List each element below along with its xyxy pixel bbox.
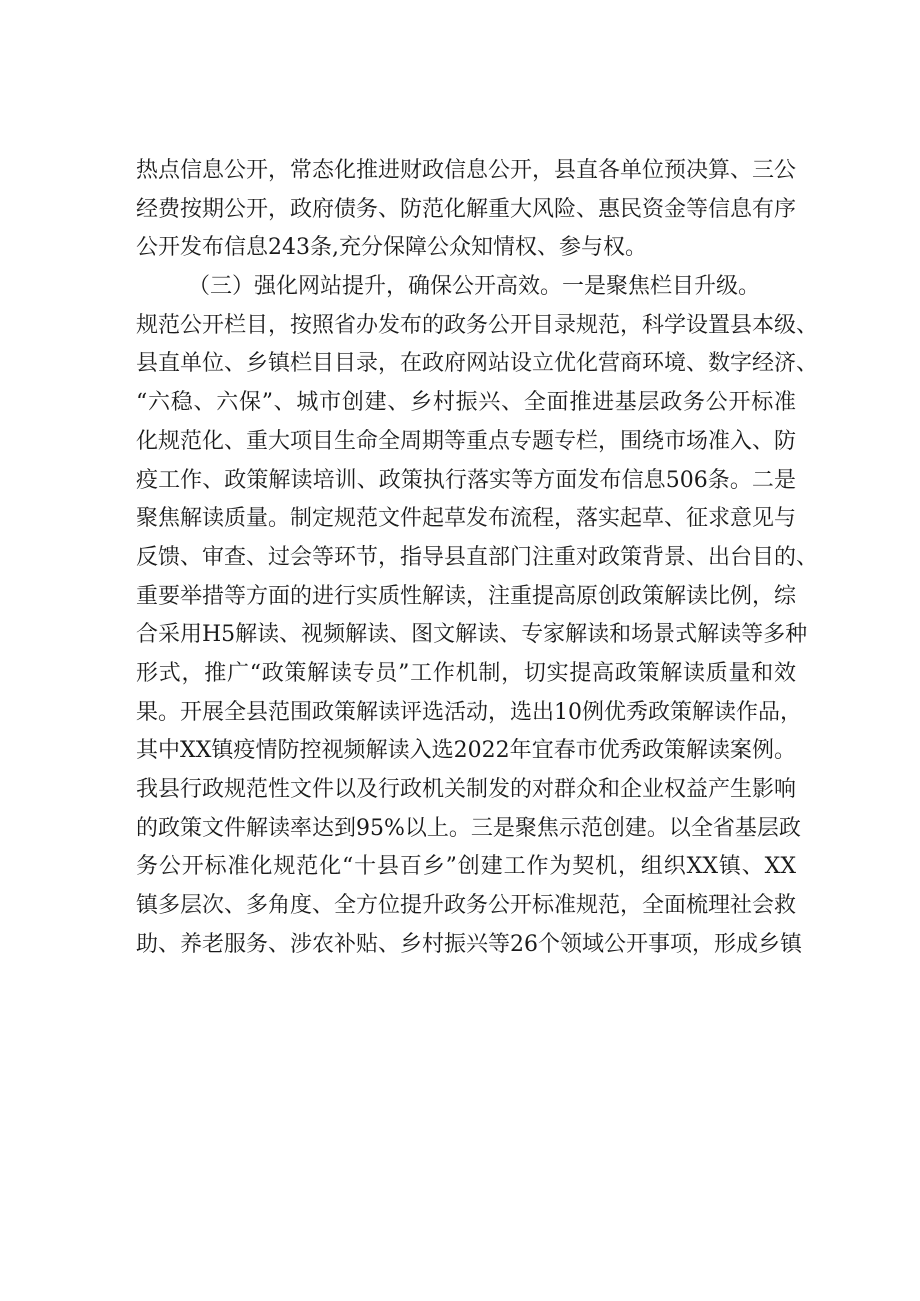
text-line-8: 化规范化、重大项目生命全周期等重点专题专栏，围绕市场准入、防 — [136, 428, 797, 454]
text-line-9: 疫工作、政策解读培训、政策执行落实等方面发布信息506条。二是 — [136, 467, 796, 493]
text-line-5: 规范公开栏目，按照省办发布的政务公开目录规范，科学设置县本级、 — [136, 312, 819, 338]
text-line-7: “六稳、六保”、城市创建、乡村振兴、全面推进基层政务公开标准 — [136, 390, 796, 416]
text-line-18: 的政策文件解读率达到95%以上。三是聚焦示范创建。以全省基层政 — [136, 815, 801, 841]
text-line-14: 形式，推广“政策解读专员”工作机制，切实提高政策解读质量和效 — [136, 660, 796, 686]
text-line-3: 公开发布信息243条,充分保障公众知情权、参与权。 — [136, 235, 647, 261]
text-line-21: 助、养老服务、涉农补贴、乡村振兴等26个领域公开事项，形成乡镇 — [136, 931, 802, 957]
text-line-13: 合采用H5解读、视频解读、图文解读、专家解读和场景式解读等多种 — [136, 622, 808, 648]
body-text — [136, 152, 819, 964]
text-line-10: 聚焦解读质量。制定规范文件起草发布流程，落实起草、征求意见与 — [136, 506, 797, 532]
text-line-2: 经费按期公开，政府债务、防范化解重大风险、惠民资金等信息有序 — [136, 196, 797, 222]
text-line-6: 县直单位、乡镇栏目目录，在政府网站设立优化营商环境、数字经济、 — [136, 351, 819, 377]
text-line-17: 我县行政规范性文件以及行政机关制发的对群众和企业权益产生影响 — [136, 777, 797, 802]
text-line-19: 务公开标准化规范化“十县百乡”创建工作为契机，组织XX镇、XX — [136, 854, 796, 880]
text-line-1: 热点信息公开，常态化推进财政信息公开，县直各单位预决算、三公 — [136, 158, 797, 183]
section-heading-line: （三）强化网站提升，确保公开高效。一是聚焦栏目升级。 — [188, 274, 761, 300]
text-line-12: 重要举措等方面的进行实质性解读，注重提高原创政策解读比例，综 — [136, 583, 797, 609]
text-line-11: 反馈、审查、过会等环节，指导县直部门注重对政策背景、出台目的、 — [136, 544, 819, 570]
text-line-16: 其中XX镇疫情防控视频解读入选2022年宜春市优秀政策解读案例。 — [136, 738, 796, 764]
text-line-20: 镇多层次、多角度、全方位提升政务公开标准规范，全面梳理社会救 — [136, 893, 797, 919]
text-line-15: 果。开展全县范围政策解读评选活动，选出10例优秀政策解读作品， — [136, 699, 802, 725]
